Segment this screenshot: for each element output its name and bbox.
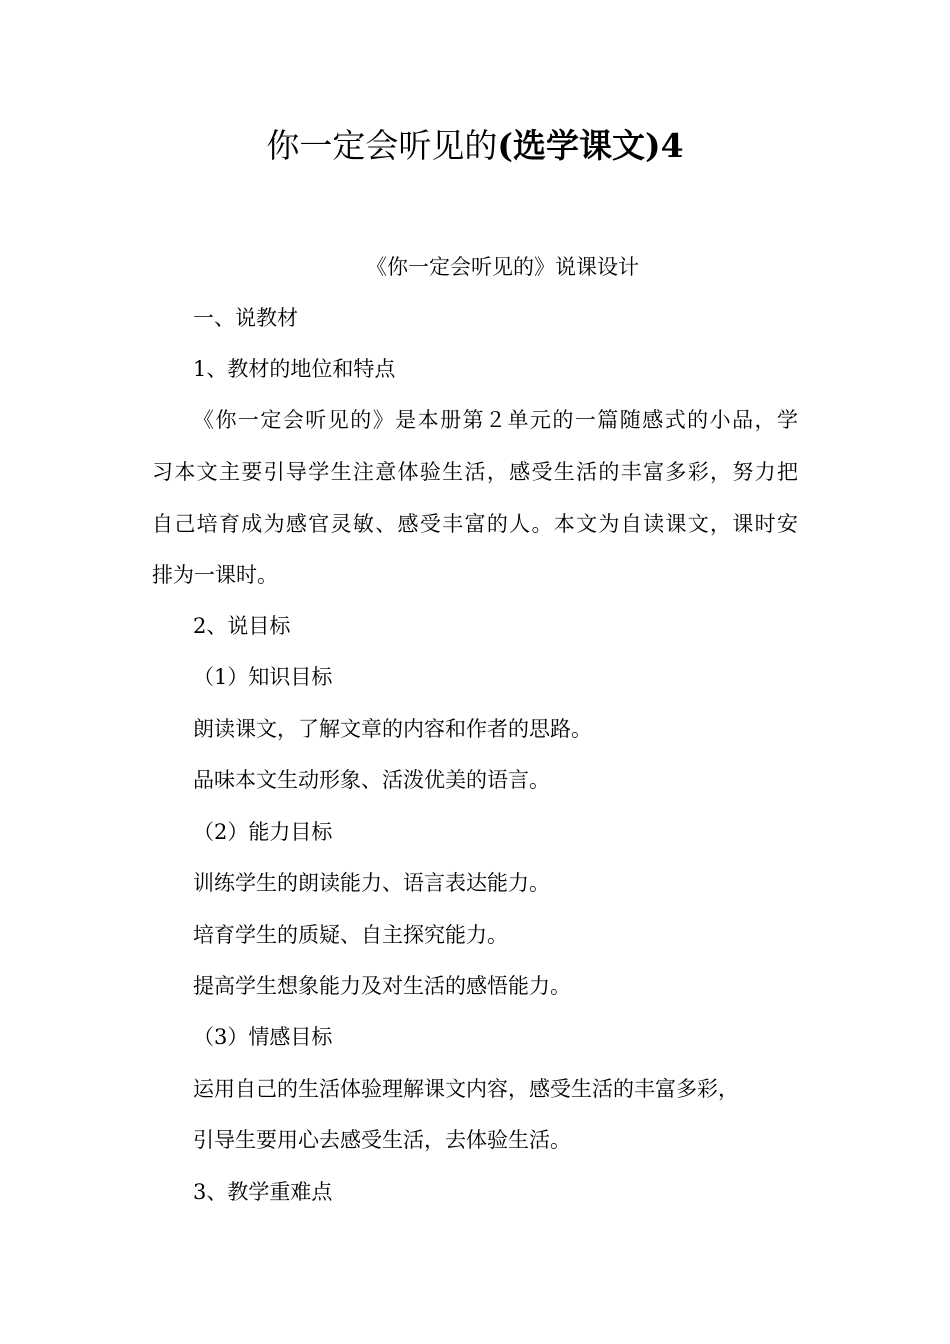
goal-item-emotion-1: 运用自己的生活体验理解课文内容，感受生活的丰富多彩，	[193, 1077, 739, 1101]
goal-item-emotion-2: 引导生要用心去感受生活，去体验生活。	[193, 1128, 571, 1152]
goal-heading-knowledge: （1）知识目标	[193, 665, 333, 689]
document-title	[0, 122, 950, 170]
paragraph-line-1: 《你一定会听见的》是本册第２单元的一篇随感式的小品，学	[193, 408, 798, 432]
goal-heading-ability: （2）能力目标	[193, 820, 333, 844]
lesson-subtitle: 《你一定会听见的》说课设计	[366, 255, 639, 279]
title-main: 你一定会听见的	[266, 126, 498, 165]
goal-heading-emotion: （3）情感目标	[193, 1025, 333, 1049]
goal-item-knowledge-1: 朗读课文，了解文章的内容和作者的思路。	[193, 717, 592, 741]
section-heading-textbook: 一、说教材	[193, 306, 298, 330]
subsection-heading-status: 1、教材的地位和特点	[193, 357, 396, 381]
goal-item-ability-3: 提高学生想象能力及对生活的感悟能力。	[193, 974, 571, 998]
goal-item-ability-1: 训练学生的朗读能力、语言表达能力。	[193, 871, 550, 895]
subsection-heading-goals: 2、说目标	[193, 614, 291, 638]
subsection-heading-key-points: 3、教学重难点	[193, 1180, 333, 1204]
goal-item-ability-2: 培育学生的质疑、自主探究能力。	[193, 923, 508, 947]
paragraph-line-3: 自己培育成为感官灵敏、感受丰富的人。本文为自读课文，课时安	[152, 512, 798, 536]
paragraph-line-2: 习本文主要引导学生注意体验生活，感受生活的丰富多彩，努力把	[152, 460, 798, 484]
title-paren: (选学课文)4	[497, 126, 684, 165]
paragraph-line-4: 排为一课时。	[152, 563, 278, 587]
goal-item-knowledge-2: 品味本文生动形象、活泼优美的语言。	[193, 768, 550, 792]
